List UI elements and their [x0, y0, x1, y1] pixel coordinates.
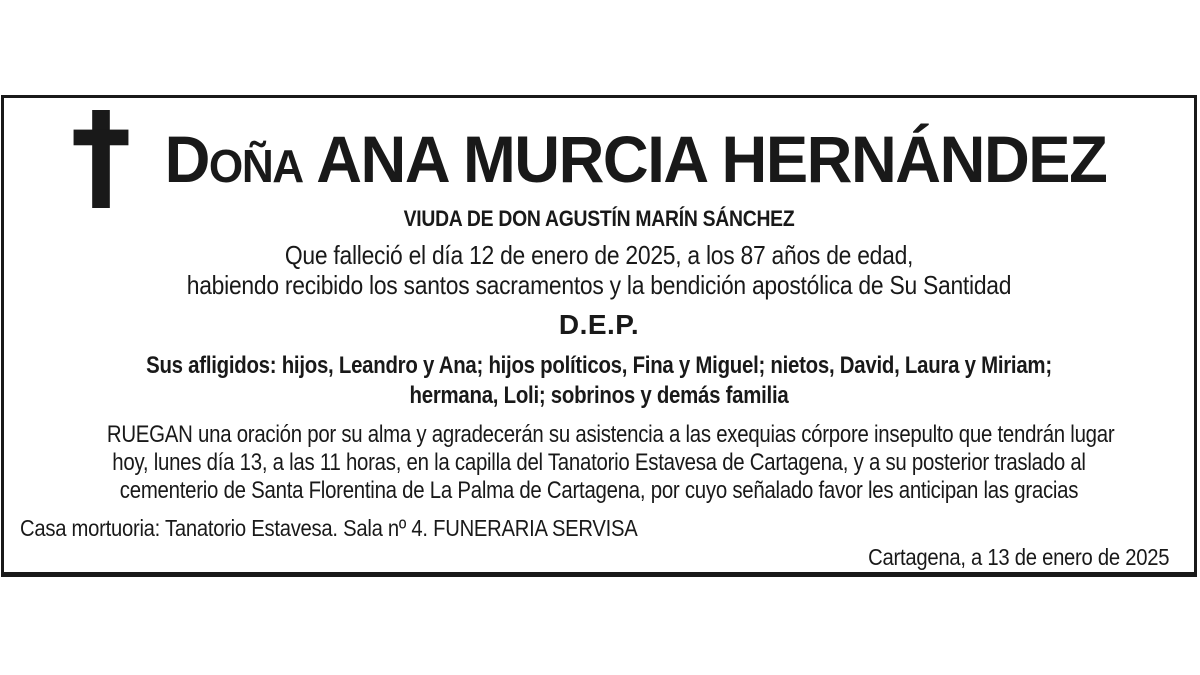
- death-notice-line: Que falleció el día 12 de enero de 2025, a los 87 años de edad,: [284, 240, 914, 270]
- obituary-notice: [1, 95, 1197, 577]
- widow-of-line: VIUDA DE DON AGUSTÍN MARÍN SÁNCHEZ: [403, 206, 795, 231]
- date-place: Cartagena, a 13 de enero de 2025: [868, 544, 1170, 570]
- mortuary-info: Casa mortuoria: Tanatorio Estavesa. Sala nº 4. FUNERARIA SERVISA: [20, 515, 638, 541]
- funeral-request-line: RUEGAN una oración por su alma y agradecerán su asistencia a las exequias córpore insepulto que tendrán lugar: [106, 421, 1115, 448]
- title-row: [20, 110, 1178, 208]
- funeral-request-line: cementerio de Santa Florentina de La Palma de Cartagena, por cuyo señalado favor les anticipan las gracias: [119, 477, 1079, 504]
- honorific-prefix: Doña: [164, 122, 303, 196]
- family-line: hermana, Loli; sobrinos y demás familia: [409, 382, 789, 409]
- death-notice: [20, 240, 1178, 300]
- latin-cross-icon: [73, 110, 129, 208]
- family-line: Sus afligidos: hijos, Leandro y Ana; hijos políticos, Fina y Miguel; nietos, David, Laura y Miriam;: [146, 352, 1052, 379]
- funeral-request-line: hoy, lunes día 13, a las 11 horas, en la capilla del Tanatorio Estavesa de Cartagena, y a su posterior traslado al: [112, 449, 1086, 476]
- funeral-request: [20, 421, 1178, 505]
- death-notice-line: habiendo recibido los santos sacramentos y la bendición apostólica de Su Santidad: [186, 270, 1012, 300]
- family-list: [20, 351, 1178, 411]
- deceased-name-title: [164, 122, 1106, 196]
- dep-abbreviation: D.E.P.: [558, 309, 640, 340]
- deceased-name: ANA MURCIA HERNÁNDEZ: [315, 122, 1106, 196]
